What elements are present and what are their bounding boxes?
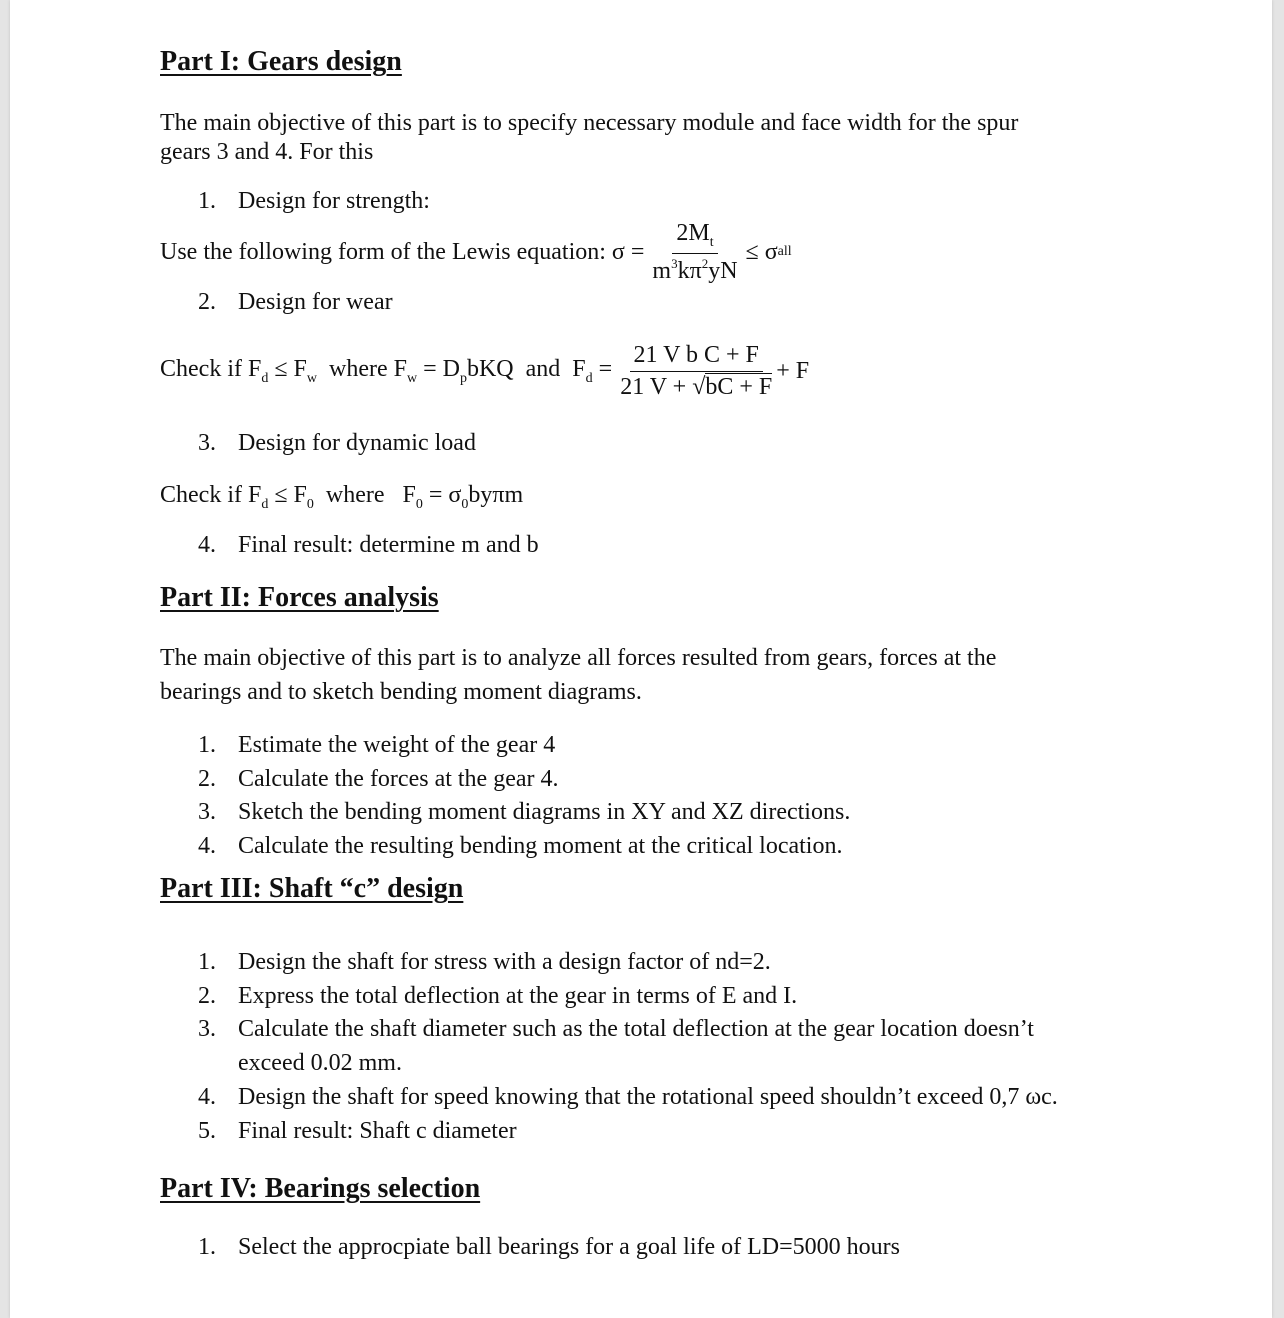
part2-item-1: 1. Estimate the weight of the gear 4	[198, 732, 556, 758]
part1-item-3: 3. Design for dynamic load	[198, 430, 476, 456]
part3-item-3: 3. Calculate the shaft diameter such as the total deflection at the gear location doesn’t	[198, 1016, 1034, 1042]
part1-intro-line2: gears 3 and 4. For this	[160, 139, 374, 165]
part2-item-4: 4. Calculate the resulting bending moment at the critical location.	[198, 833, 843, 859]
part3-heading: Part III: Shaft “c” design	[160, 873, 464, 904]
lewis-lhs: σ =	[611, 238, 645, 265]
part1-item-4: 4. Final result: determine m and b	[198, 532, 539, 558]
dynamic-check-line: Check if $F_d \le F_0$ where $F_0 = \sigma_0by\pi m$	[160, 482, 524, 512]
part2-item-3: 3. Sketch the bending moment diagrams in XY and XZ directions.	[198, 799, 851, 825]
part3-item-5: 5. Final result: Shaft c diameter	[198, 1118, 517, 1144]
part2-item-2: 2. Calculate the forces at the gear 4.	[198, 766, 559, 792]
part1-item-1: 1. Design for strength:	[198, 188, 430, 214]
part4-item-1: 1. Select the approcpiate ball bearings for a goal life of LD=5000 hours	[198, 1234, 900, 1260]
lewis-equation-line: Use the following form of the Lewis equation: σ = $\frac{2M_t}{m^3k\pi^2yN}$ ≤ σ all	[160, 219, 792, 284]
part1-heading: Part I: Gears design	[160, 46, 402, 77]
document-page	[10, 0, 1272, 1318]
part4-heading: Part IV: Bearings selection	[160, 1173, 481, 1204]
part2-heading: Part II: Forces analysis	[160, 582, 439, 613]
part3-item-3-continued: exceed 0.02 mm.	[238, 1050, 402, 1076]
part3-item-1: 1. Design the shaft for stress with a design factor of nd=2.	[198, 949, 771, 975]
part3-item-4: 4. Design the shaft for speed knowing that the rotational speed shouldn’t exceed 0,7 ωc.	[198, 1084, 1058, 1110]
part2-intro-line1: The main objective of this part is to analyze all forces resulted from gears, forces at the	[160, 645, 997, 671]
lewis-fraction: $\frac{2M_t}{m^3k\pi^2yN}$	[652, 219, 738, 284]
part1-intro-line1: The main objective of this part is to specify necessary module and face width for the spur	[160, 110, 1019, 136]
dynamic-load-fraction: $\frac{\text{21 V b C + F}}{21 V + √bC + F}$	[620, 341, 773, 400]
part2-intro-line2: bearings and to sketch bending moment diagrams.	[160, 679, 642, 705]
wear-check-line: Check if $F_d \le F_w$ where $F_w = D_pbKQ$ and $F_d$ = $\frac{\text{21 V b C + F}}{21 V + √bC + F}$ + F	[160, 341, 810, 400]
lewis-label: Use the following form of the Lewis equation:	[160, 238, 606, 265]
part1-item-2: 2. Design for wear	[198, 289, 393, 315]
part3-item-2: 2. Express the total deflection at the gear in terms of E and I.	[198, 983, 798, 1009]
